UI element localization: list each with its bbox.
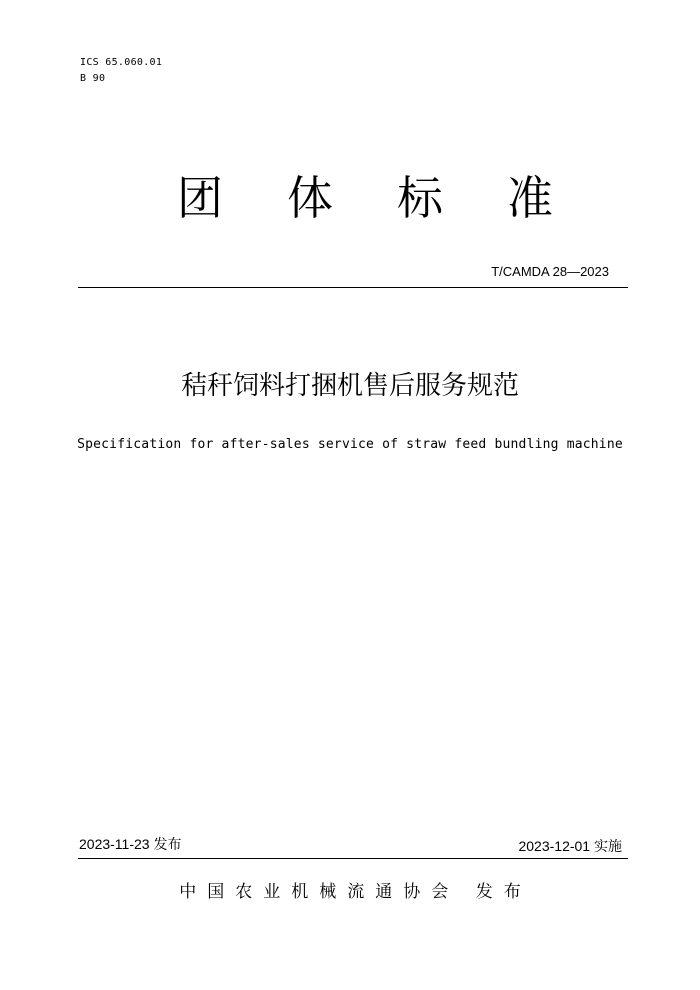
bottom-divider <box>78 858 628 859</box>
standard-type-heading <box>175 163 555 233</box>
ccs-code: B 90 <box>80 73 106 84</box>
classification-block <box>80 55 162 87</box>
publisher: 中国农业机械流通协会 发布 <box>179 882 532 902</box>
title-chinese: 秸秆饲料打捆机售后服务规范 <box>180 371 519 401</box>
heading-char-2: 体 <box>287 171 333 225</box>
standard-code: T/CAMDA 28—2023 <box>491 264 609 279</box>
heading-char-1: 团 <box>177 171 223 225</box>
heading-char-3: 标 <box>397 171 443 225</box>
title-english: Specification for after-sales service of straw feed bundling machine <box>77 437 623 452</box>
ics-code: ICS 65.060.01 <box>80 57 163 68</box>
implementation-date: 2023-12-01 实施 <box>518 838 622 854</box>
top-divider <box>78 287 628 288</box>
heading-char-4: 准 <box>507 171 553 225</box>
issue-date: 2023-11-23 发布 <box>79 836 182 852</box>
